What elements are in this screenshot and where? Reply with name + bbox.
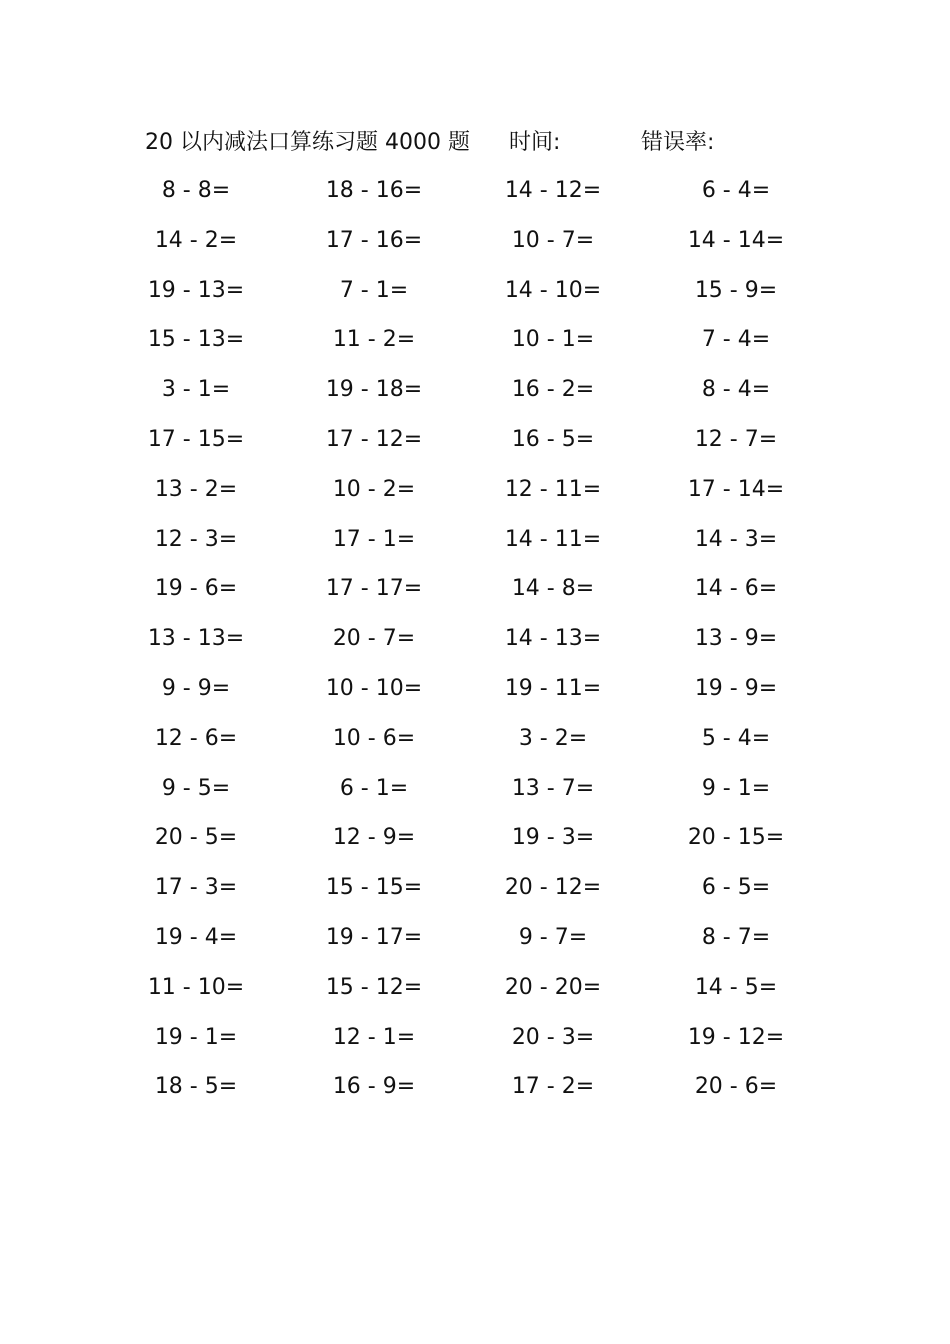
subtraction-problem: 14 - 11= <box>504 526 602 552</box>
subtraction-problem: 8 - 7= <box>701 924 771 950</box>
subtraction-problem: 12 - 6= <box>154 725 238 751</box>
subtraction-problem: 17 - 1= <box>332 526 416 552</box>
problem-row <box>0 421 950 471</box>
subtraction-problem: 19 - 18= <box>325 377 423 403</box>
subtraction-problem: 11 - 10= <box>147 974 245 1000</box>
subtraction-problem: 12 - 9= <box>332 825 416 851</box>
subtraction-problem: 19 - 9= <box>694 675 778 701</box>
subtraction-problem: 17 - 15= <box>147 426 245 452</box>
subtraction-problem: 7 - 4= <box>701 327 771 353</box>
subtraction-problem: 7 - 1= <box>339 277 409 303</box>
subtraction-problem: 17 - 3= <box>154 875 238 901</box>
subtraction-problem: 10 - 1= <box>511 327 595 353</box>
subtraction-problem: 17 - 16= <box>325 227 423 253</box>
subtraction-problem: 20 - 12= <box>504 875 602 901</box>
subtraction-problem: 17 - 2= <box>511 1074 595 1100</box>
subtraction-problem: 19 - 4= <box>154 924 238 950</box>
subtraction-problem: 9 - 9= <box>161 675 231 701</box>
subtraction-problem: 17 - 14= <box>687 476 785 502</box>
problem-row <box>0 1068 950 1118</box>
subtraction-problem: 6 - 5= <box>701 875 771 901</box>
problem-row <box>0 521 950 571</box>
problem-row <box>0 272 950 322</box>
problem-row <box>0 770 950 820</box>
subtraction-problem: 16 - 5= <box>511 426 595 452</box>
problem-row <box>0 670 950 720</box>
subtraction-problem: 12 - 7= <box>694 426 778 452</box>
subtraction-problem: 8 - 4= <box>701 377 771 403</box>
worksheet-header <box>145 126 845 160</box>
subtraction-problem: 12 - 1= <box>332 1024 416 1050</box>
subtraction-problem: 18 - 16= <box>325 178 423 203</box>
subtraction-problem: 6 - 1= <box>339 775 409 801</box>
subtraction-problem: 19 - 1= <box>154 1024 238 1050</box>
subtraction-problem: 17 - 12= <box>325 426 423 452</box>
subtraction-problem: 16 - 2= <box>511 377 595 403</box>
subtraction-problem: 19 - 11= <box>504 675 602 701</box>
subtraction-problem: 10 - 7= <box>511 227 595 253</box>
problem-row <box>0 620 950 670</box>
subtraction-problem: 5 - 4= <box>701 725 771 751</box>
subtraction-problem: 15 - 9= <box>694 277 778 303</box>
subtraction-problem: 10 - 10= <box>325 675 423 701</box>
subtraction-problem: 14 - 12= <box>504 178 602 203</box>
subtraction-problem: 3 - 2= <box>518 725 588 751</box>
subtraction-problem: 14 - 5= <box>694 974 778 1000</box>
subtraction-problem: 9 - 7= <box>518 924 588 950</box>
problem-row <box>0 869 950 919</box>
subtraction-problem: 14 - 2= <box>154 227 238 253</box>
subtraction-problem: 13 - 7= <box>511 775 595 801</box>
subtraction-problem: 19 - 13= <box>147 277 245 303</box>
problem-row <box>0 172 950 222</box>
subtraction-problem: 15 - 15= <box>325 875 423 901</box>
subtraction-problem: 6 - 4= <box>701 178 771 203</box>
problem-row <box>0 1019 950 1069</box>
problem-row <box>0 570 950 620</box>
time-label: 时间: <box>509 130 561 155</box>
problem-row <box>0 819 950 869</box>
subtraction-problem: 16 - 9= <box>332 1074 416 1100</box>
subtraction-problem: 14 - 6= <box>694 576 778 602</box>
problem-row <box>0 222 950 272</box>
subtraction-problem: 19 - 6= <box>154 576 238 602</box>
subtraction-problem: 15 - 12= <box>325 974 423 1000</box>
problem-row <box>0 371 950 421</box>
subtraction-problem: 11 - 2= <box>332 327 416 353</box>
subtraction-problem: 19 - 17= <box>325 924 423 950</box>
subtraction-problem: 3 - 1= <box>161 377 231 403</box>
subtraction-problem: 19 - 12= <box>687 1024 785 1050</box>
subtraction-problem: 20 - 7= <box>332 626 416 652</box>
subtraction-problem: 13 - 2= <box>154 476 238 502</box>
subtraction-problem: 13 - 13= <box>147 626 245 652</box>
subtraction-problem: 14 - 8= <box>511 576 595 602</box>
problem-row <box>0 471 950 521</box>
problem-grid <box>0 172 950 1118</box>
problem-row <box>0 321 950 371</box>
subtraction-problem: 12 - 11= <box>504 476 602 502</box>
subtraction-problem: 18 - 5= <box>154 1074 238 1100</box>
subtraction-problem: 15 - 13= <box>147 327 245 353</box>
subtraction-problem: 20 - 3= <box>511 1024 595 1050</box>
subtraction-problem: 14 - 13= <box>504 626 602 652</box>
subtraction-problem: 10 - 2= <box>332 476 416 502</box>
worksheet-title: 20 以内减法口算练习题 4000 题 <box>145 130 470 155</box>
subtraction-problem: 13 - 9= <box>694 626 778 652</box>
error-rate-label: 错误率: <box>641 130 715 155</box>
subtraction-problem: 20 - 5= <box>154 825 238 851</box>
problem-row <box>0 720 950 770</box>
subtraction-problem: 8 - 8= <box>161 178 231 203</box>
problem-row <box>0 969 950 1019</box>
subtraction-problem: 19 - 3= <box>511 825 595 851</box>
problem-row <box>0 919 950 969</box>
subtraction-problem: 10 - 6= <box>332 725 416 751</box>
subtraction-problem: 14 - 14= <box>687 227 785 253</box>
subtraction-problem: 9 - 5= <box>161 775 231 801</box>
subtraction-problem: 20 - 6= <box>694 1074 778 1100</box>
subtraction-problem: 14 - 10= <box>504 277 602 303</box>
subtraction-problem: 12 - 3= <box>154 526 238 552</box>
subtraction-problem: 14 - 3= <box>694 526 778 552</box>
subtraction-problem: 9 - 1= <box>701 775 771 801</box>
subtraction-problem: 17 - 17= <box>325 576 423 602</box>
subtraction-problem: 20 - 20= <box>504 974 602 1000</box>
subtraction-problem: 20 - 15= <box>687 825 785 851</box>
